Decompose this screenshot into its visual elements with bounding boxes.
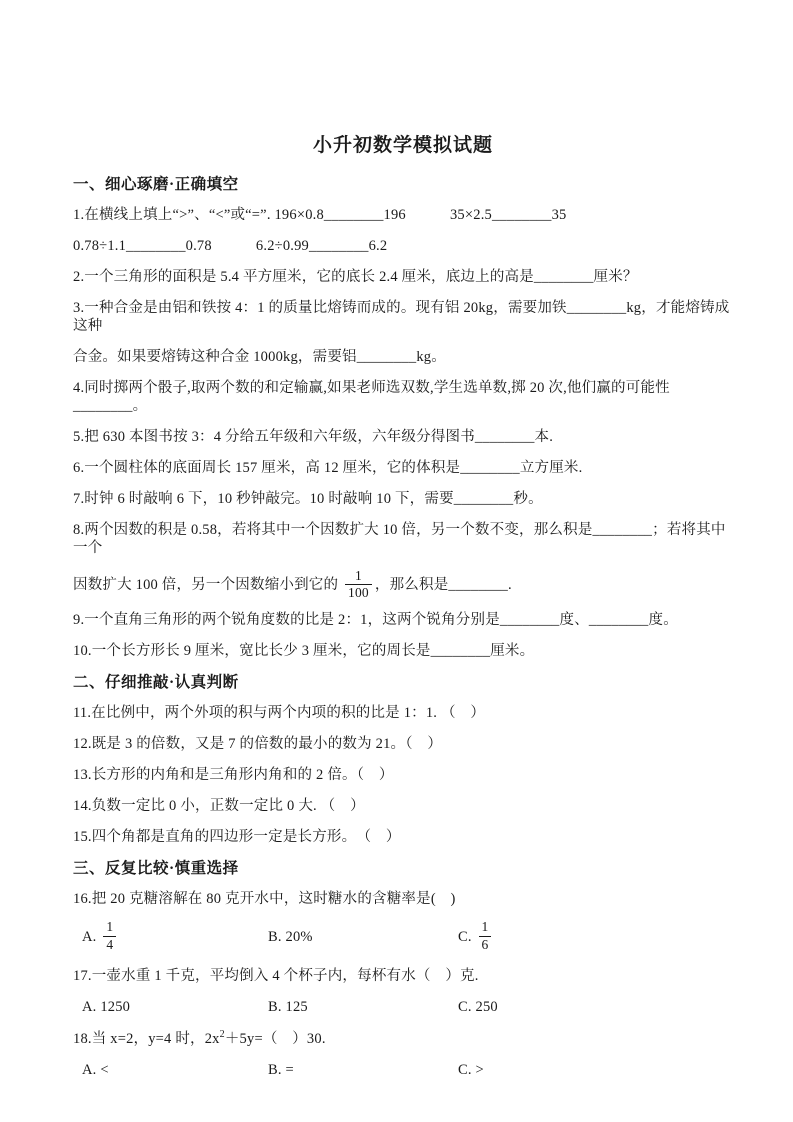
- text-run: 14.负数一定比 0 小，正数一定比 0 大. （ ）: [73, 798, 365, 815]
- question-line: [73, 428, 733, 446]
- question-line: [73, 766, 733, 784]
- fraction-numerator: 1: [103, 920, 116, 936]
- question-line: [73, 611, 733, 629]
- text-run: C. >: [458, 1061, 484, 1078]
- question-line: [73, 967, 733, 985]
- text-run: C.: [458, 929, 476, 946]
- question-line: [73, 206, 733, 224]
- question-line: [73, 348, 733, 366]
- question-line: [73, 735, 733, 753]
- question-line: [73, 642, 733, 660]
- question-line: [73, 704, 733, 722]
- text-run: A.: [82, 929, 101, 946]
- text-run: 5.把 630 本图书按 3：4 分给五年级和六年级，六年级分得图书________本.: [73, 429, 554, 445]
- option: [82, 998, 268, 1016]
- text-run: A. 1250: [82, 998, 131, 1015]
- text-run: 11.在比例中，两个外项的积与两个内项的积的比是 1：1. （ ）: [73, 705, 486, 722]
- superscript: 2: [219, 1028, 225, 1040]
- question-line: [73, 379, 733, 415]
- text-run: 0.78÷1.1________0.78 6.2÷0.99________6.2: [73, 238, 388, 254]
- section-heading: 一、细心琢磨·正确填空: [73, 176, 239, 193]
- option: [268, 1061, 458, 1079]
- fraction-numerator: 1: [479, 920, 492, 936]
- question-line: [73, 1030, 733, 1048]
- question-line: [73, 299, 733, 335]
- fraction-denominator: 100: [348, 585, 369, 601]
- text-run: 15.四个角都是直角的四边形一定是长方形。 （ ）: [73, 829, 401, 846]
- text-run: 10.一个长方形长 9 厘米，宽比长少 3 厘米，它的周长是________厘米。: [73, 643, 535, 660]
- text-run: 9.一个直角三角形的两个锐角度数的比是 2：1，这两个锐角分别是________度、________度。: [73, 612, 678, 629]
- text-run: B. =: [268, 1061, 294, 1078]
- text-run: 12.既是 3 的倍数，又是 7 的倍数的最小的数为 21。（ ）: [73, 736, 443, 753]
- options-row: [73, 1061, 733, 1079]
- text-run: 6.一个圆柱体的底面周长 157 厘米，高 12 厘米，它的体积是________立方厘米.: [73, 460, 583, 476]
- options-row: [73, 998, 733, 1016]
- fraction: [103, 920, 116, 951]
- text-run: A. <: [82, 1061, 109, 1078]
- option: [82, 921, 268, 952]
- text-run: B. 20%: [268, 929, 313, 946]
- section-heading: 二、仔细推敲·认真判断: [73, 674, 239, 692]
- text-run: 13.长方形的内角和是三角形内角和的 2 倍。（ ）: [73, 767, 394, 784]
- fraction-denominator: 4: [106, 936, 114, 952]
- question-line: [73, 237, 733, 255]
- fraction: [345, 569, 372, 600]
- option: [458, 921, 733, 952]
- fraction: [479, 920, 492, 951]
- option: [458, 998, 733, 1016]
- question-line: [73, 828, 733, 846]
- text-run: 合金。如果要熔铸这种合金 1000kg，需要铝________kg。: [73, 349, 446, 365]
- text-run: 3.一种合金是由铝和铁按 4：1 的质量比熔铸而成的。现有铝 20kg，需要加铁________kg，才能熔铸成这种: [73, 300, 730, 334]
- option: [82, 1061, 268, 1079]
- text-run: B. 125: [268, 998, 308, 1015]
- option: [268, 928, 458, 946]
- question-line: [73, 570, 733, 601]
- text-run: ＋5y=（ ）30.: [224, 1030, 326, 1047]
- text-run: 16.把 20 克糖溶解在 80 克开水中，这时糖水的含糖率是( ): [73, 891, 456, 908]
- text-run: 7.时钟 6 时敲响 6 下，10 秒钟敲完。10 时敲响 10 下，需要________秒。: [73, 491, 543, 507]
- text-run: C. 250: [458, 998, 498, 1015]
- section-heading: 三、反复比较·慎重选择: [73, 860, 239, 878]
- fraction-numerator: 1: [345, 569, 372, 585]
- text-run: ，那么积是________.: [374, 577, 512, 593]
- question-line: [73, 797, 733, 815]
- question-line: [73, 521, 733, 557]
- text-run: 1.在横线上填上“>”、“<”或“=”. 196×0.8________196 35×2.5________35: [73, 207, 567, 223]
- text-run: 4.同时掷两个骰子,取两个数的和定输赢,如果老师选双数,学生选单数,掷 20 次,他们赢的可能性________。: [73, 380, 670, 414]
- text-run: 8.两个因数的积是 0.58，若将其中一个因数扩大 10 倍，另一个数不变，那么积是________；若将其中一个: [73, 522, 726, 556]
- page-title: 小升初数学模拟试题: [312, 135, 493, 156]
- text-run: 17.一壶水重 1 千克，平均倒入 4 个杯子内，每杯有水（ ）克.: [73, 967, 479, 984]
- options-row: [73, 921, 733, 952]
- option: [458, 1061, 733, 1079]
- question-line: [73, 490, 733, 508]
- fraction-denominator: 6: [481, 936, 489, 952]
- text-run: 2.一个三角形的面积是 5.4 平方厘米，它的底长 2.4 厘米，底边上的高是________厘米？: [73, 269, 638, 285]
- text-run: 18.当 x=2，y=4 时，2x: [73, 1030, 220, 1047]
- option: [268, 998, 458, 1016]
- question-line: [73, 268, 733, 286]
- text-run: 因数扩大 100 倍，另一个因数缩小到它的: [73, 577, 343, 593]
- question-line: [73, 459, 733, 477]
- question-line: [73, 890, 733, 908]
- sections-root: [73, 175, 733, 1079]
